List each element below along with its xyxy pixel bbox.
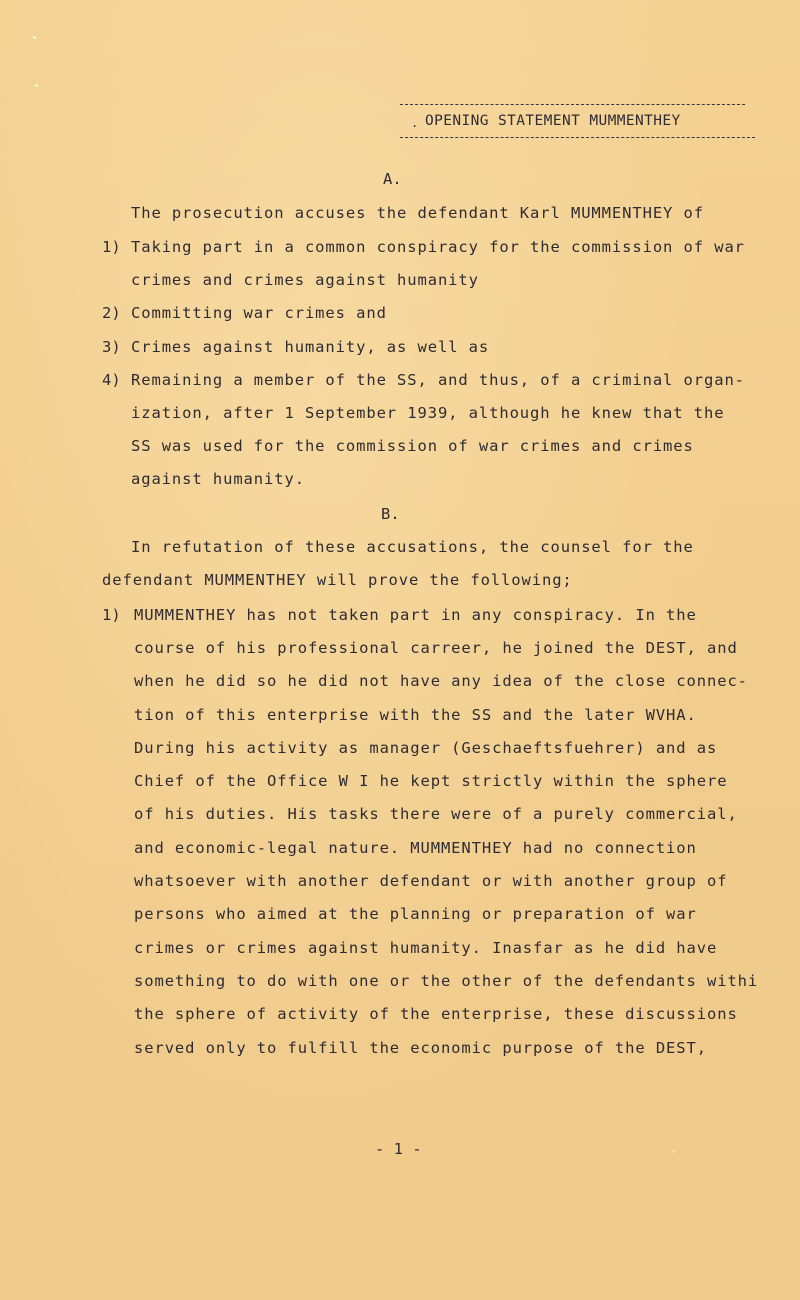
list-item-number: 3) [102,338,121,356]
list-item-line: tion of this enterprise with the SS and the later WVHA. [134,706,697,724]
list-item-number: 1) [102,606,121,624]
header-rule-top [400,104,745,105]
list-item-number: 1) [102,238,121,256]
list-item-line: something to do with one or the other of the defendants withi [134,972,759,990]
list-item-line: Remaining a member of the SS, and thus, of a criminal organ- [131,371,745,389]
paper-speck [35,84,38,87]
section-a-heading: A. [383,170,402,188]
list-item-number: 4) [102,371,121,389]
list-item-line: During his activity as manager (Geschaeftsfuehrer) and as [134,739,718,757]
list-item-line: course of his professional carreer, he joined the DEST, and [134,639,738,657]
list-item-line: SS was used for the commission of war crimes and crimes [131,437,694,455]
list-item-line: crimes or crimes against humanity. Inasfar as he did have [134,939,718,957]
list-item-line: when he did so he did not have any idea of the close connec- [134,672,748,690]
list-item-number: 2) [102,304,121,322]
list-item-line: crimes and crimes against humanity [131,271,479,289]
list-item-line: the sphere of activity of the enterprise, these discussions [134,1005,738,1023]
list-item-line: Crimes against humanity, as well as [131,338,490,356]
list-item-line: MUMMENTHEY has not taken part in any conspiracy. In the [134,606,697,624]
list-item-line: against humanity. [131,470,305,488]
page-number: - 1 - [375,1140,422,1158]
header-rule-bottom [400,137,755,138]
header-mark: . [411,116,419,130]
paper-speck [672,1150,675,1153]
section-b-intro-line: In refutation of these accusations, the counsel for the [131,538,694,556]
document-title: OPENING STATEMENT MUMMENTHEY [425,113,681,129]
section-b-heading: B. [381,505,400,523]
paper-speck [33,36,36,39]
list-item-line: Committing war crimes and [131,304,387,322]
list-item-line: of his duties. His tasks there were of a purely commercial, [134,805,738,823]
list-item-line: Chief of the Office W I he kept strictly within the sphere [134,772,728,790]
list-item-line: ization, after 1 September 1939, although he knew that the [131,404,725,422]
list-item-line: served only to fulfill the economic purpose of the DEST, [134,1039,707,1057]
list-item-line: whatsoever with another defendant or with another group of [134,872,728,890]
list-item-line: persons who aimed at the planning or preparation of war [134,905,697,923]
section-a-intro: The prosecution accuses the defendant Karl MUMMENTHEY of [131,204,704,222]
section-b-intro-line: defendant MUMMENTHEY will prove the following; [102,571,573,589]
list-item-line: Taking part in a common conspiracy for the commission of war [131,238,745,256]
list-item-line: and economic-legal nature. MUMMENTHEY had no connection [134,839,697,857]
